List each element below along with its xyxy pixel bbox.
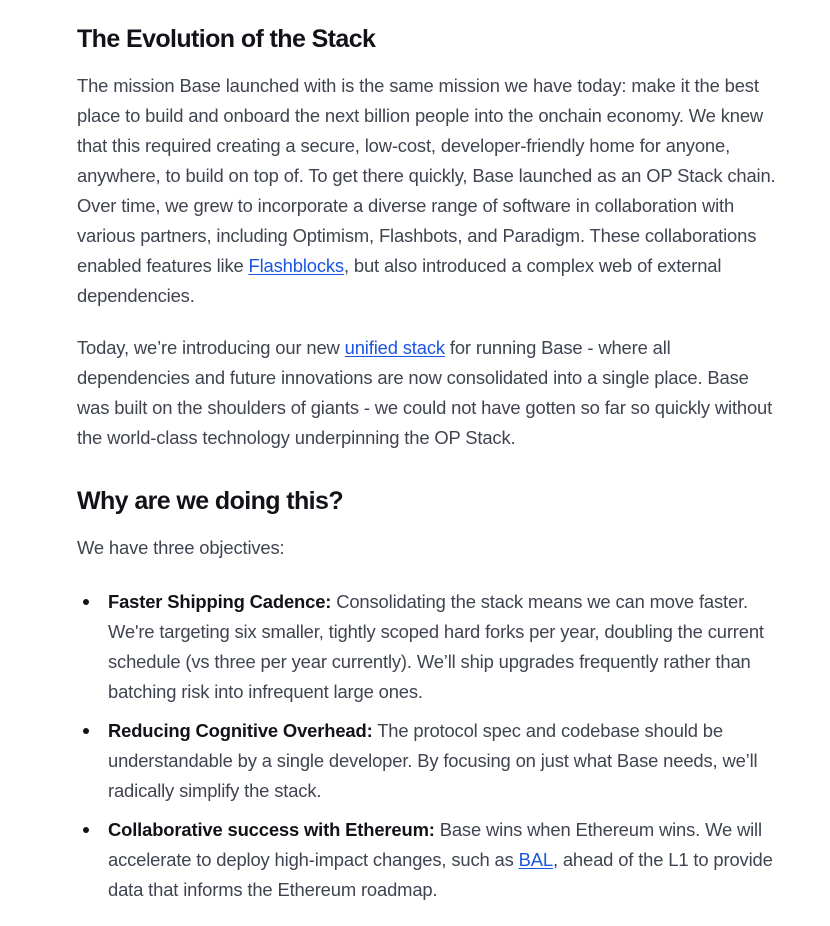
heading-evolution-of-stack: The Evolution of the Stack <box>77 25 376 53</box>
objective-text-end: , ahead of the L1 to provide data that informs the Ethereum roadmap. <box>108 849 773 900</box>
unified-stack-link[interactable]: unified stack <box>344 337 445 358</box>
objective-title: Collaborative success with Ethereum: <box>108 819 435 840</box>
objective-text-start: Base wins when Ethereum wins. We will accelerate to deploy high-impact changes, such as <box>108 819 762 870</box>
objectives-intro: We have three objectives: <box>77 537 285 558</box>
paragraph-mission-text-end: , but also introduced a complex web of external dependencies. <box>77 255 722 306</box>
list-item-faster-shipping <box>77 587 777 707</box>
bullet-icon <box>83 728 89 734</box>
bullet-icon <box>83 599 89 605</box>
objective-title: Faster Shipping Cadence: <box>108 591 332 612</box>
objectives-list <box>77 587 777 914</box>
paragraph-unified-text-start: Today, we’re introducing our new <box>77 337 345 358</box>
objective-text: The protocol spec and codebase should be understandable by a single developer. By focusing on just what Base needs, we’ll radically simplify the stack. <box>108 720 758 801</box>
paragraph-mission <box>77 71 777 311</box>
paragraph-unified-text-end: for running Base - where all dependencies and future innovations are now consolidated into a single place. Base was built on the shoulders of giants - we could not have gotten so far so quickly without the world-class technology underpinning the OP Stack. <box>77 337 773 448</box>
bullet-icon <box>83 827 89 833</box>
paragraph-mission-text-start: The mission Base launched with is the same mission we have today: make it the best place to build and onboard the next billion people into the onchain economy. We knew that this required creating a secure, low-cost, developer-friendly home for anyone, anywhere, to build on top of. To get there quickly, Base launched as an OP Stack chain. Over time, we grew to incorporate a diverse range of software in collaboration with various partners, including Optimism, Flashbots, and Paradigm. These collaborations enabled features like <box>77 75 776 276</box>
objective-title: Reducing Cognitive Overhead: <box>108 720 373 741</box>
paragraph-unified-stack <box>77 333 777 453</box>
bal-link[interactable]: BAL <box>518 849 553 870</box>
list-item-reducing-overhead <box>77 716 777 806</box>
list-item-collaborative-success <box>77 815 777 905</box>
heading-why-are-we-doing-this: Why are we doing this? <box>77 487 343 515</box>
objective-text: Consolidating the stack means we can move faster. We're targeting six smaller, tightly scoped hard forks per year, doubling the current schedule (vs three per year currently). We’ll ship upgrades frequently rather than batching risk into infrequent large ones. <box>108 591 764 702</box>
flashblocks-link[interactable]: Flashblocks <box>248 255 344 276</box>
